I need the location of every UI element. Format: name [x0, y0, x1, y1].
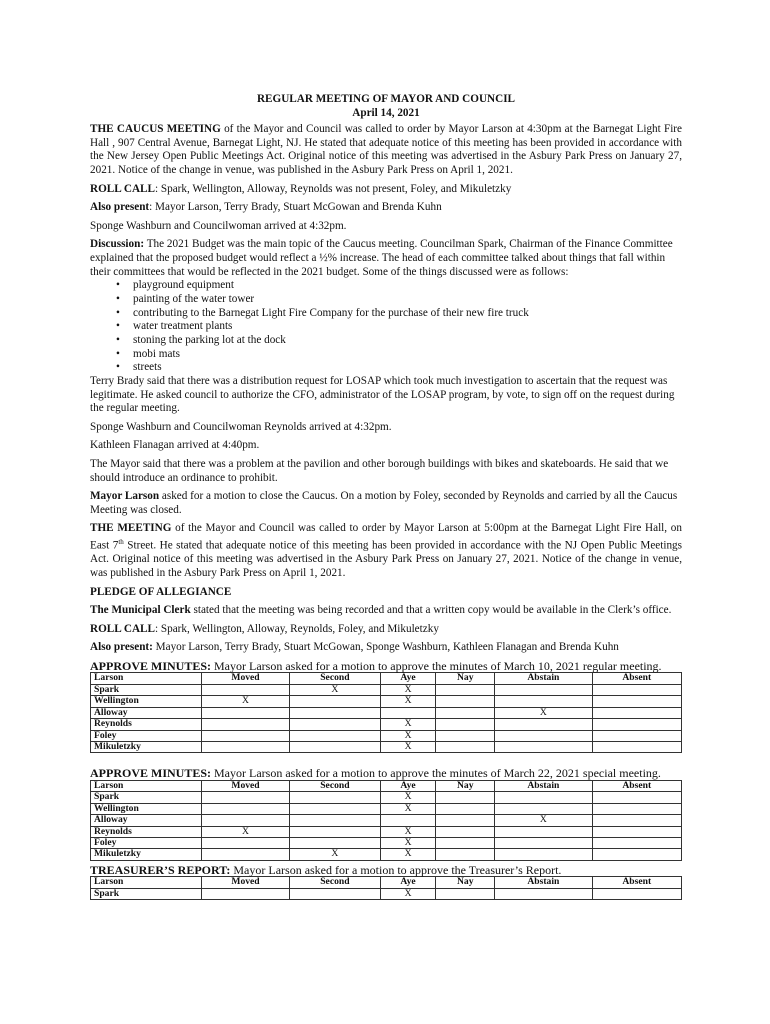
table-cell: Abstain [495, 780, 592, 791]
table-cell: Moved [202, 673, 290, 684]
table-row [91, 815, 682, 826]
table-cell [290, 741, 381, 752]
table-cell [592, 803, 681, 814]
table-cell [495, 719, 592, 730]
table-cell [495, 741, 592, 752]
clerk-lead: The Municipal Clerk [90, 604, 191, 617]
vote-3-text: Mayor Larson asked for a motion to approve the Treasurer’s Report. [230, 862, 562, 877]
table-row [91, 888, 682, 899]
table-cell: Absent [592, 673, 681, 684]
table-cell [592, 815, 681, 826]
table-cell [290, 792, 381, 803]
clerk-text: stated that the meeting was being recorded and that a written copy would be available in the Clerk’s office. [190, 604, 672, 617]
table-cell [495, 730, 592, 741]
table-cell: X [380, 826, 436, 837]
table-cell: X [380, 730, 436, 741]
table-cell: Alloway [91, 707, 202, 718]
meeting-text-b: Street. He stated that adequate notice of this meeting has been provided in accordance with the NJ Open Public Meetings Act. Original notice of this meeting was advertised in the Asbury Park Press on January 27, 2021. Notice of the change in venue, was published in the Asbury Park Press on April 1, 2021. [90, 539, 683, 579]
table-cell [495, 837, 592, 848]
also-present-2 [90, 641, 682, 655]
table-cell [290, 730, 381, 741]
table-cell: Larson [91, 877, 202, 888]
vote-2-heading [90, 767, 682, 780]
table-cell [202, 730, 290, 741]
roll-call-2-lead: ROLL CALL [90, 622, 155, 635]
table-row [91, 707, 682, 718]
list-item: • painting of the water tower [118, 293, 682, 307]
vote-1-text: Mayor Larson asked for a motion to approve the minutes of March 10, 2021 regular meeting. [211, 658, 662, 673]
table-cell [592, 837, 681, 848]
list-item: • playground equipment [118, 279, 682, 293]
table-cell [592, 684, 681, 695]
table-cell: X [380, 741, 436, 752]
table-row [91, 719, 682, 730]
close-caucus-lead: Mayor Larson [90, 490, 160, 503]
table-cell: Abstain [495, 673, 592, 684]
table-cell [436, 696, 495, 707]
vote-2-text: Mayor Larson asked for a motion to approve the minutes of March 22, 2021 special meeting. [211, 766, 661, 781]
table-cell [592, 741, 681, 752]
table-cell [436, 719, 495, 730]
meeting-paragraph [90, 522, 682, 580]
table-cell [202, 888, 290, 899]
table-cell: Absent [592, 877, 681, 888]
table-cell: Aye [380, 877, 436, 888]
table-cell [290, 837, 381, 848]
table-cell [436, 837, 495, 848]
meeting-text-a: of the Mayor and Council was called to order by Mayor Larson at 5:00pm at the Barnegat Light Fire Hall, on East 7 [90, 522, 682, 552]
table-cell: Spark [91, 684, 202, 695]
arrival-1: Sponge Washburn and Councilwoman arrived at 4:32pm. [90, 219, 347, 232]
table-cell [202, 684, 290, 695]
table-header-row [91, 877, 682, 888]
table-cell [290, 888, 381, 899]
table-header-row [91, 673, 682, 684]
table-cell [290, 826, 381, 837]
table-cell: Mikuletzky [91, 741, 202, 752]
table-cell [495, 792, 592, 803]
discussion-paragraph [90, 238, 682, 279]
table-cell: X [202, 826, 290, 837]
table-row [91, 849, 682, 860]
table-cell [436, 888, 495, 899]
table-cell [436, 826, 495, 837]
table-row [91, 837, 682, 848]
vote-table-1 [90, 672, 682, 753]
table-cell: X [495, 815, 592, 826]
table-cell: X [380, 684, 436, 695]
clerk-paragraph [90, 604, 682, 618]
table-cell: Nay [436, 673, 495, 684]
table-cell [436, 803, 495, 814]
vote-1-lead: APPROVE MINUTES: [90, 658, 212, 673]
table-cell: Spark [91, 888, 202, 899]
table-cell [495, 849, 592, 860]
table-row [91, 803, 682, 814]
table-cell: Second [290, 877, 381, 888]
table-cell: X [380, 792, 436, 803]
table-cell [380, 707, 436, 718]
document-title: REGULAR MEETING OF MAYOR AND COUNCIL [256, 93, 516, 105]
table-cell: Larson [91, 780, 202, 791]
table-cell: X [380, 696, 436, 707]
discussion-text: The 2021 Budget was the main topic of the Caucus meeting. Councilman Spark, Chairman of the Finance Committee explained that the proposed budget would reflect a ½% increase. The head of each committee talked about things that fall within their committees that would be reflected in the 2021 budget. Some of the things discussed were as follows: [90, 238, 673, 278]
table-cell [592, 707, 681, 718]
table-cell [202, 792, 290, 803]
table-cell: X [495, 707, 592, 718]
table-cell: X [290, 849, 381, 860]
table-cell: Nay [436, 780, 495, 791]
table-cell [592, 719, 681, 730]
table-cell [380, 815, 436, 826]
table-cell [436, 741, 495, 752]
vote-table-3 [90, 876, 682, 900]
table-cell: X [380, 888, 436, 899]
table-cell: Aye [380, 780, 436, 791]
table-cell [436, 815, 495, 826]
discussion-lead: Discussion: [90, 238, 145, 251]
table-cell [592, 849, 681, 860]
table-cell [436, 684, 495, 695]
table-cell [495, 696, 592, 707]
table-cell [202, 707, 290, 718]
table-cell: X [380, 719, 436, 730]
table-cell [592, 826, 681, 837]
vote-3-heading [90, 864, 682, 877]
list-item: • mobi mats [118, 348, 682, 362]
table-row [91, 826, 682, 837]
close-caucus-paragraph [90, 490, 682, 517]
table-cell: Spark [91, 792, 202, 803]
table-row [91, 684, 682, 695]
table-cell [436, 730, 495, 741]
table-cell [202, 837, 290, 848]
vote-3-lead: TREASURER’S REPORT: [90, 862, 231, 877]
table-cell: Alloway [91, 815, 202, 826]
table-cell: Moved [202, 877, 290, 888]
table-cell [592, 792, 681, 803]
table-cell: Larson [91, 673, 202, 684]
table-cell [202, 815, 290, 826]
pledge-heading [90, 586, 682, 600]
table-cell: Second [290, 673, 381, 684]
table-row [91, 792, 682, 803]
table-cell: Aye [380, 673, 436, 684]
table-cell [592, 730, 681, 741]
caucus-lead: THE CAUCUS MEETING [90, 123, 221, 136]
table-cell [495, 888, 592, 899]
also-present-1-text: : Mayor Larson, Terry Brady, Stuart McGowan and Brenda Kuhn [149, 201, 442, 214]
roll-call-1-text: : Spark, Wellington, Alloway, Reynolds was not present, Foley, and Mikuletzky [154, 182, 512, 195]
close-caucus-text: asked for a motion to close the Caucus. On a motion by Foley, seconded by Reynolds and carried by all the Caucus Meeting was closed. [90, 490, 678, 516]
table-cell [202, 741, 290, 752]
table-cell [290, 803, 381, 814]
roll-call-1-lead: ROLL CALL [90, 182, 155, 195]
caucus-paragraph [90, 123, 682, 177]
table-cell: X [290, 684, 381, 695]
table-cell [495, 684, 592, 695]
table-cell: Wellington [91, 803, 202, 814]
arrival-3: Kathleen Flanagan arrived at 4:40pm. [90, 439, 260, 452]
also-present-2-lead: Also present: [90, 641, 153, 654]
table-cell [290, 707, 381, 718]
table-row [91, 741, 682, 752]
table-cell: X [380, 803, 436, 814]
table-row [91, 696, 682, 707]
table-cell: Foley [91, 837, 202, 848]
table-cell: X [202, 696, 290, 707]
table-cell: Wellington [91, 696, 202, 707]
table-cell [436, 792, 495, 803]
table-cell: Foley [91, 730, 202, 741]
table-cell: Mikuletzky [91, 849, 202, 860]
list-item: • contributing to the Barnegat Light Fire Company for the purchase of their new fire truck [118, 307, 682, 321]
table-cell: Second [290, 780, 381, 791]
meeting-sup: th [118, 537, 124, 546]
table-cell [290, 815, 381, 826]
table-cell [290, 719, 381, 730]
losap-paragraph: Terry Brady said that there was a distribution request for LOSAP which took much investigation to ascertain that the request was legitimate. He asked council to authorize the CFO, administrator of the LOSAP program, by vote, to sign off on the request during the regular meeting. [90, 375, 675, 415]
table-cell [202, 803, 290, 814]
also-present-1-lead: Also present [90, 201, 150, 214]
table-cell [592, 888, 681, 899]
table-cell [202, 719, 290, 730]
pledge-text: PLEDGE OF ALLEGIANCE [90, 585, 232, 598]
table-cell: X [380, 837, 436, 848]
list-item: • streets [118, 361, 682, 375]
table-cell: X [380, 849, 436, 860]
table-cell: Reynolds [91, 719, 202, 730]
meeting-lead: THE MEETING [90, 522, 172, 535]
arrival-2: Sponge Washburn and Councilwoman Reynolds arrived at 4:32pm. [90, 420, 392, 433]
table-header-row [91, 780, 682, 791]
also-present-1 [90, 201, 682, 215]
table-cell [290, 696, 381, 707]
table-cell: Absent [592, 780, 681, 791]
vote-table-2 [90, 780, 682, 861]
table-cell: Nay [436, 877, 495, 888]
table-cell [592, 696, 681, 707]
roll-call-1 [90, 183, 682, 197]
table-row [91, 730, 682, 741]
list-item: • stoning the parking lot at the dock [118, 334, 682, 348]
table-cell: Abstain [495, 877, 592, 888]
table-cell [202, 849, 290, 860]
roll-call-2 [90, 623, 682, 637]
document-page [90, 93, 682, 900]
list-item: • water treatment plants [118, 320, 682, 334]
discussion-list [90, 279, 682, 375]
also-present-2-text: Mayor Larson, Terry Brady, Stuart McGowan, Sponge Washburn, Kathleen Flanagan and Brenda Kuhn [152, 641, 619, 654]
vote-1-heading [90, 660, 682, 673]
table-cell [436, 707, 495, 718]
caucus-text: of the Mayor and Council was called to order by Mayor Larson at 4:30pm at the Barnegat Light Fire Hall , 907 Central Avenue, Barnegat Light, NJ. He stated that adequate notice of this meeting has been provided in accordance with the New Jersey Open Public Meetings Act. Original notice of this meeting was advertised in the Asbury Park Press on January 27, 2021. Notice of the change in venue, was published in the Asbury Park Press on April 1, 2021. [90, 123, 683, 176]
vote-2-lead: APPROVE MINUTES: [90, 766, 212, 781]
table-cell: Moved [202, 780, 290, 791]
table-cell: Reynolds [91, 826, 202, 837]
pavilion-paragraph: The Mayor said that there was a problem at the pavilion and other borough buildings with bikes and skateboards. He said that we should introduce an ordinance to prohibit. [90, 458, 669, 484]
document-date: April 14, 2021 [352, 106, 420, 119]
roll-call-2-text: : Spark, Wellington, Alloway, Reynolds, Foley, and Mikuletzky [154, 622, 439, 635]
table-cell [495, 826, 592, 837]
table-cell [495, 803, 592, 814]
table-cell [436, 849, 495, 860]
